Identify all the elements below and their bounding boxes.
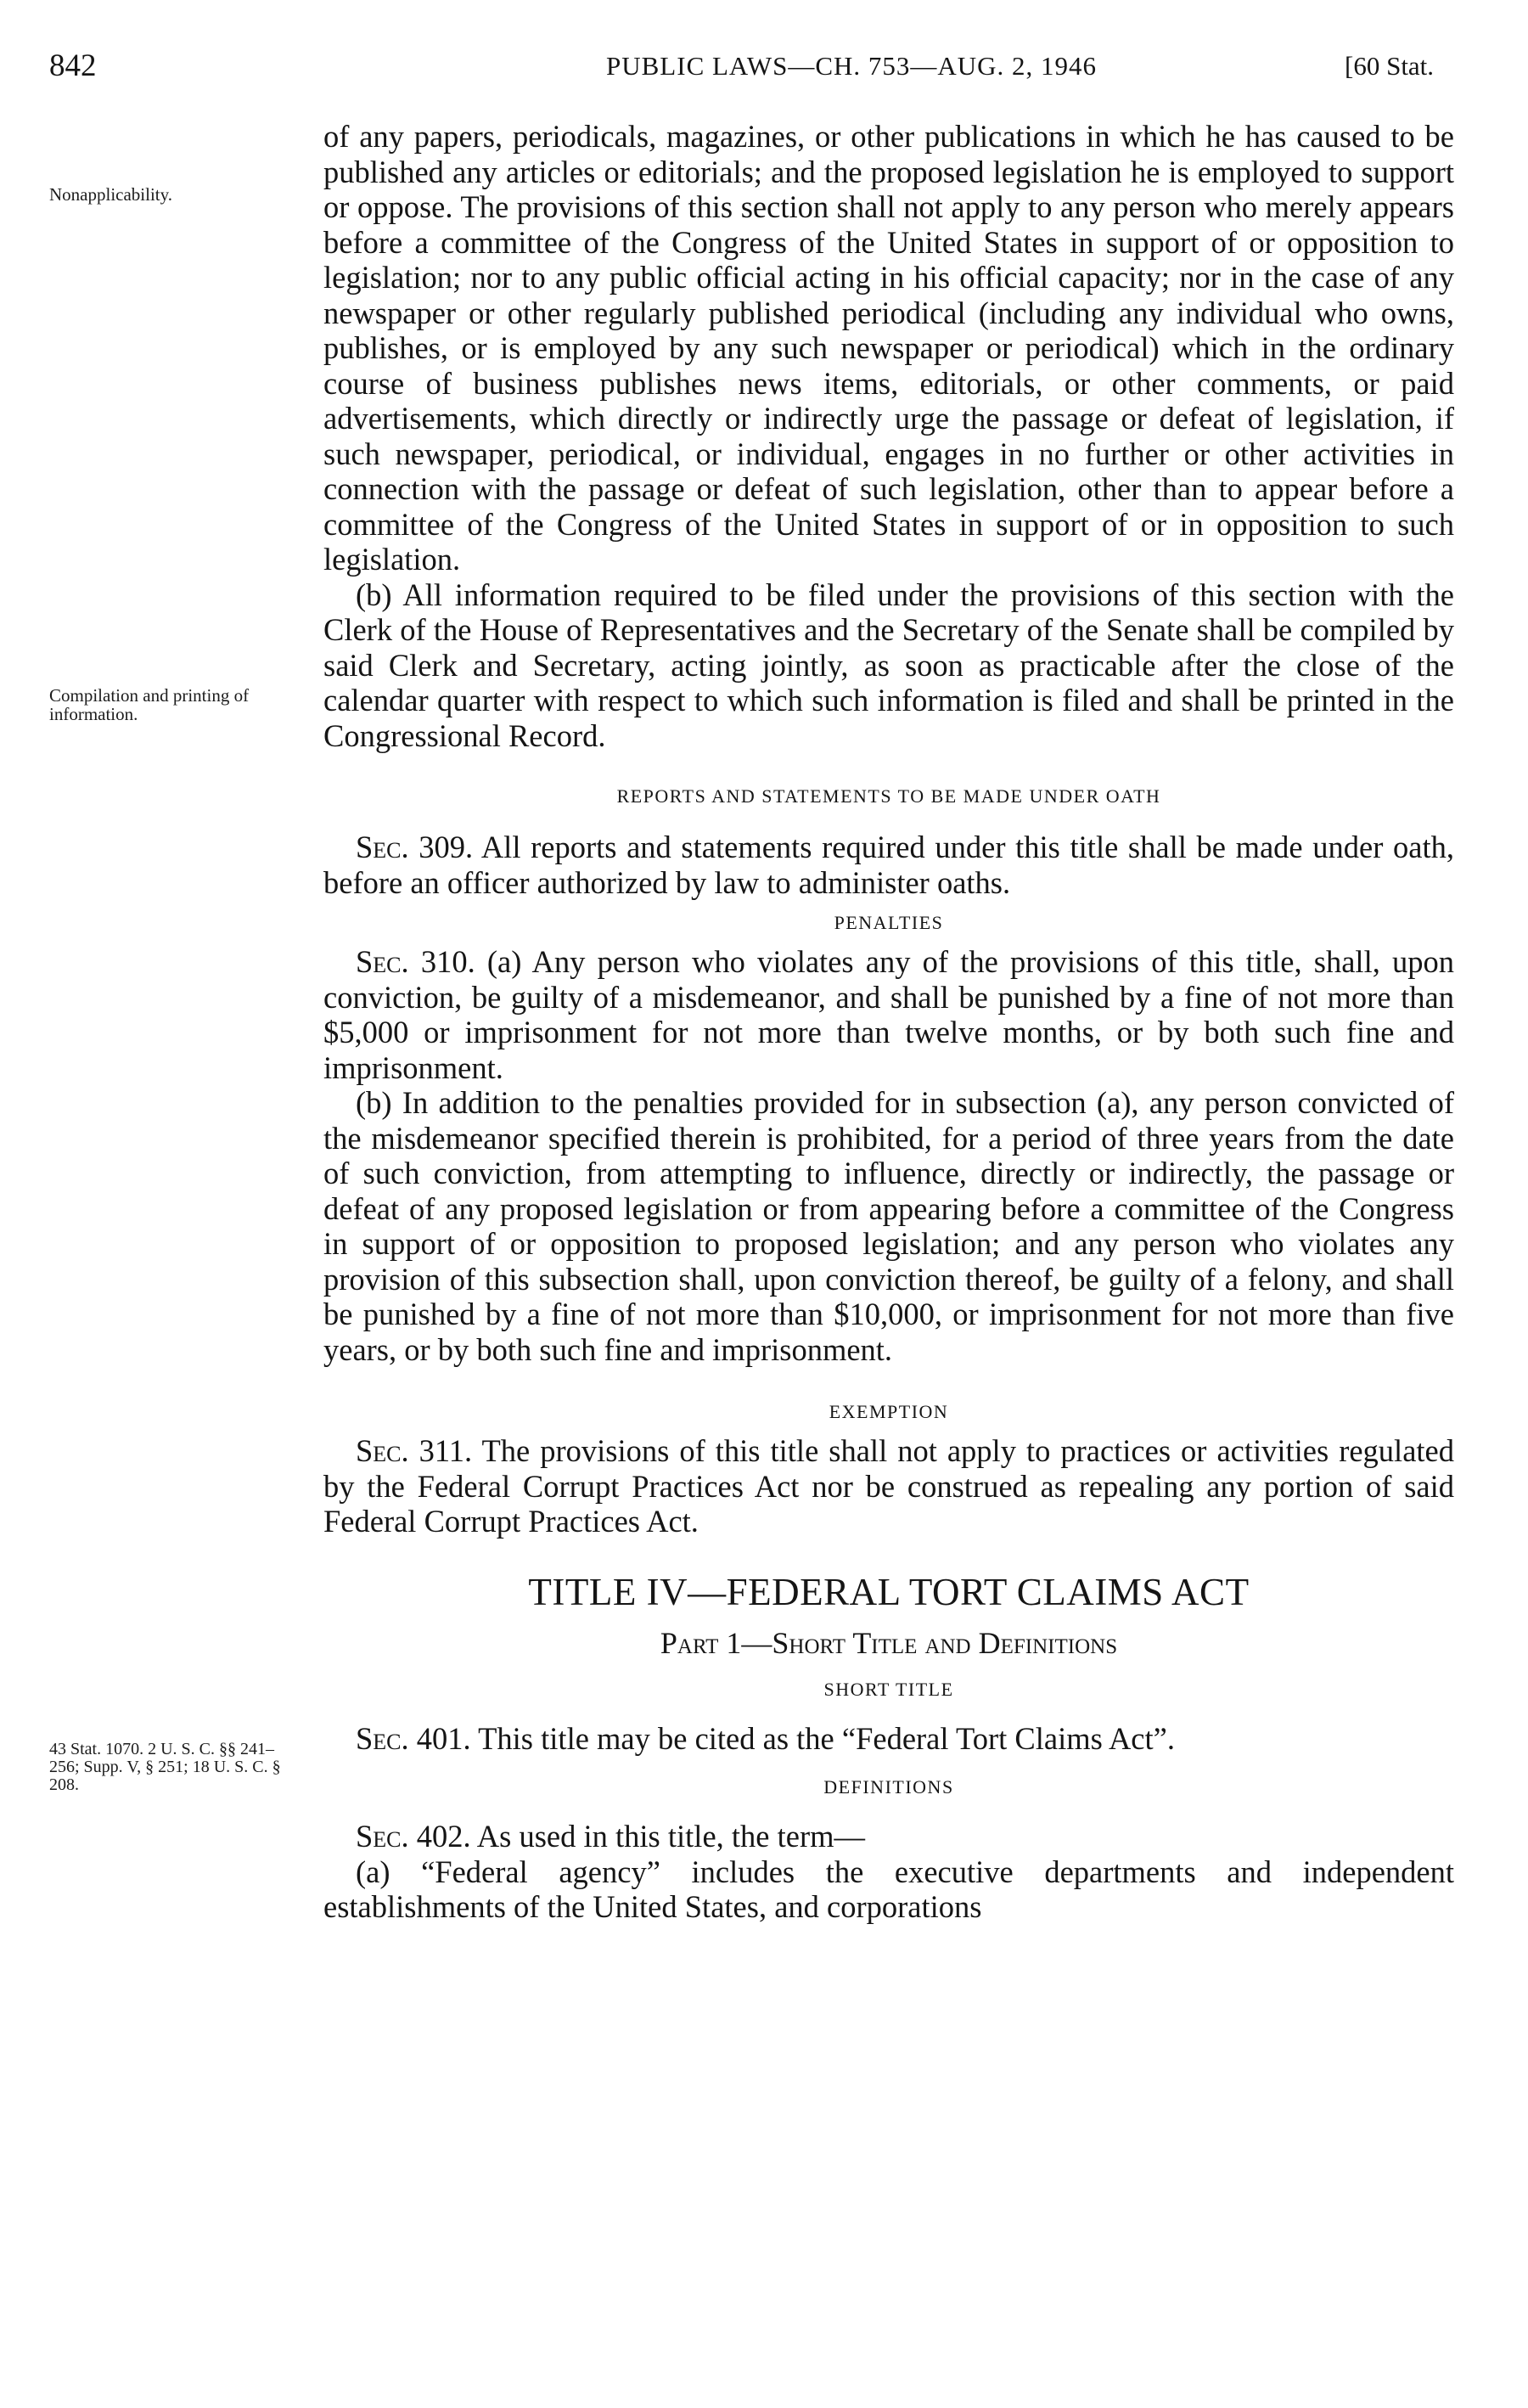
section-402 [323, 1819, 1454, 1854]
section-311 [323, 1433, 1454, 1539]
section-heading-definitions: DEFINITIONS [823, 1776, 954, 1798]
section-heading-short-title: SHORT TITLE [823, 1678, 954, 1700]
page-number: 842 [49, 48, 97, 83]
section-heading-penalties: PENALTIES [834, 912, 944, 933]
paragraph-b: (b) All information required to be filed under the provisions of this section with the Clerk of the House of Representatives and the Secretary of the Senate shall be compiled by said Clerk and Secretary, acting jointly, as soon as practicable after the close of the calendar quarter with respect to which such information is filed and shall be printed in the Congressional Record. [323, 577, 1454, 753]
section-401-label: Sec. 401. [356, 1720, 471, 1756]
section-310-b: (b) In addition to the penalties provided for in subsection (a), any person convicted of the misdemeanor specified therein is prohibited, for a period of three years from the date of such conviction, from attempting to influence, directly or indirectly, the passage or defeat of any proposed legislation or from appearing before a committee of the Congress in support of or opposition to proposed legislation; and any person who violates any provision of this subsection shall, upon conviction thereof, be guilty of a felony, and shall be punished by a fine of not more than $10,000, or imprisonment for not more than five years, or by both such fine and imprisonment. [323, 1085, 1454, 1367]
section-402-text: As used in this title, the term— [476, 1819, 865, 1854]
section-309 [323, 830, 1454, 900]
margin-note-citation: 43 Stat. 1070. 2 U. S. C. §§ 241–256; Supp. V, § 251; 18 U. S. C. § 208. [49, 1740, 281, 1794]
running-header [0, 41, 1528, 92]
section-heading-reports: REPORTS AND STATEMENTS TO BE MADE UNDER OATH [616, 785, 1161, 807]
section-311-text: The provisions of this title shall not apply to practices or activities regulated by the Federal Corrupt Practices Act nor be construed as repealing any portion of said Federal Corrupt Practices Act. [323, 1433, 1454, 1539]
paragraph-continuation: of any papers, periodicals, magazines, or other publications in which he has caused to be published any articles or editorials; and the proposed legislation he is employed to support or oppose. The provisions of this section shall not apply to any person who merely appears before a committee of the Congress of the United States in support of or opposition to legislation; nor to any public official acting in his official capacity; nor in the case of any newspaper or other regularly published periodical (including any individual who owns, publishes, or is employed by any such newspaper or periodical) which in the ordinary course of business publishes news items, editorials, or other comments, or paid advertisements, which directly or indirectly urge the passage or defeat of legislation, if such newspaper, periodical, or individual, engages in no further or other activities in connection with the passage or defeat of such legislation, other than to appear before a committee of the Congress of the United States in support of or in opposition to such legislation. [323, 119, 1454, 577]
section-heading-exemption: EXEMPTION [829, 1401, 949, 1422]
section-401-text: This title may be cited as the “Federal Tort Claims Act”. [478, 1720, 1175, 1756]
margin-note-nonapplicability: Nonapplicability. [49, 184, 173, 205]
section-311-label: Sec. 311. [356, 1433, 473, 1468]
margin-note-compilation: Compilation and printing of information. [49, 685, 250, 724]
section-310-label: Sec. 310. [356, 944, 475, 979]
running-title: PUBLIC LAWS—CH. 753—AUG. 2, 1946 [606, 51, 1098, 81]
section-402-label: Sec. 402. [356, 1819, 471, 1854]
body-text [323, 119, 1454, 1925]
part-1-heading: Part 1—Short Title and Definitions [660, 1625, 1118, 1660]
section-309-label: Sec. 309. [356, 830, 474, 864]
section-401 [323, 1721, 1454, 1757]
section-310-a: (a) Any person who violates any of the provisions of this title, shall, upon conviction, be guilty of a misdemeanor, and shall be punished by a fine of not more than $5,000 or imprisonment for not more than twelve months, or by both such fine and imprisonment. [323, 944, 1455, 1085]
section-310 [323, 944, 1454, 1085]
statute-reference: [60 Stat. [1345, 51, 1435, 81]
section-402-a: (a) “Federal agency” includes the executive departments and independent establishments of the United States, and corporations [323, 1854, 1454, 1924]
section-309-text: All reports and statements required under this title shall be made under oath, before an officer authorized by law to administer oaths. [323, 830, 1454, 900]
title-iv-heading: TITLE IV—FEDERAL TORT CLAIMS ACT [528, 1570, 1250, 1613]
